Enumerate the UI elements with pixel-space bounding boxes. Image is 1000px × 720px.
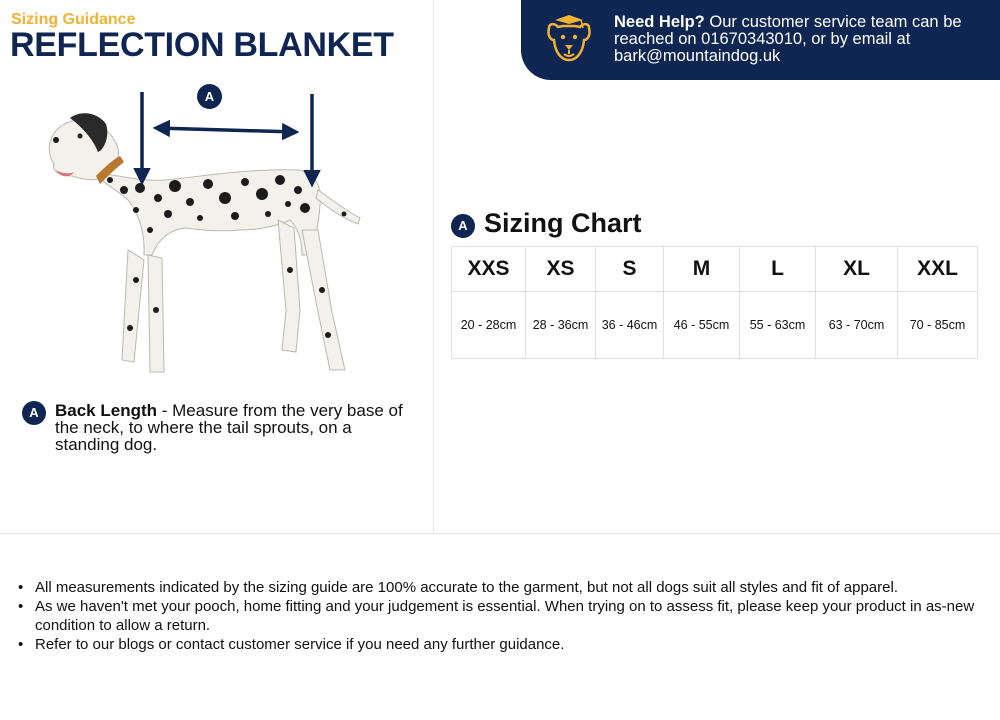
page-title: REFLECTION BLANKET <box>10 26 394 64</box>
size-range-cell: 55 - 63cm <box>740 292 816 359</box>
size-range-cell: 28 - 36cm <box>526 292 596 359</box>
help-contact: Our customer service team can be reached on 01670343010, or by email at bark@mountaindog.uk <box>614 13 962 65</box>
size-range-cell: 20 - 28cm <box>452 292 526 359</box>
guidance-item: • All measurements indicated by the sizing guide are 100% accurate to the garment, but not all dogs suit all styles and fit of apparel. <box>17 578 977 597</box>
size-range-cell: 63 - 70cm <box>816 292 898 359</box>
size-header: XL <box>816 247 898 292</box>
guidance-item: • Refer to our blogs or contact customer service if you need any further guidance. <box>17 635 977 654</box>
guidance-item: • As we haven't met your pooch, home fitting and your judgement is essential. When trying on to assess fit, please keep your product in as-new condition to allow a return. <box>17 597 977 635</box>
size-header: M <box>664 247 740 292</box>
note-marker: A <box>22 401 46 425</box>
size-header: L <box>740 247 816 292</box>
measurement-marker: A <box>197 84 222 109</box>
size-range-cell: 36 - 46cm <box>596 292 664 359</box>
size-header: XXL <box>898 247 978 292</box>
dog-measurement-illustration <box>40 80 380 385</box>
help-banner <box>521 0 1000 80</box>
size-header: XXS <box>452 247 526 292</box>
size-range-cell: 70 - 85cm <box>898 292 978 359</box>
column-divider <box>433 0 434 533</box>
guidance-list <box>17 578 977 654</box>
size-range-cell: 46 - 55cm <box>664 292 740 359</box>
size-header: XS <box>526 247 596 292</box>
eyebrow-label: Sizing Guidance <box>11 11 136 28</box>
note-text <box>55 402 415 453</box>
help-text <box>614 14 989 65</box>
chart-marker: A <box>451 214 475 238</box>
section-divider <box>0 533 1000 534</box>
sizing-chart-title: Sizing Chart <box>484 208 642 238</box>
back-length-arrow <box>156 128 296 132</box>
dog-face-logo-icon <box>545 12 593 64</box>
note-description: - Measure from the very base of the neck, to where the tail sprouts, on a standing dog. <box>55 401 403 454</box>
help-lead: Need Help? <box>614 13 705 31</box>
sizing-table <box>451 246 978 359</box>
size-header-row <box>452 247 978 292</box>
size-range-row <box>452 292 978 359</box>
size-header: S <box>596 247 664 292</box>
note-term: Back Length <box>55 401 158 420</box>
